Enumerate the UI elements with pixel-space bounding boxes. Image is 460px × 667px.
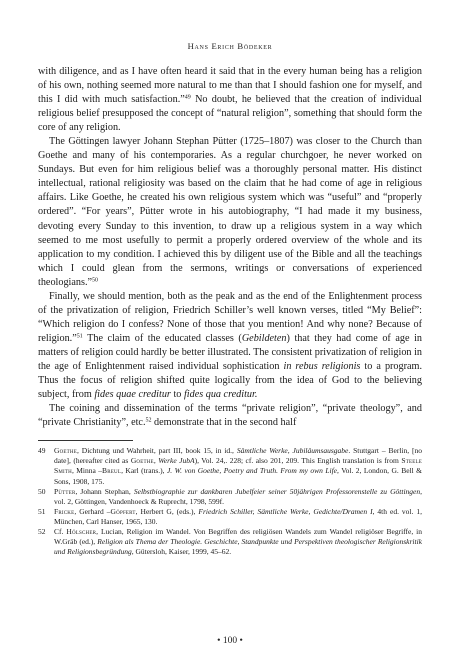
footnote-segment: Cf.: [54, 526, 67, 536]
footnote: [38, 507, 422, 527]
paragraph-1: with diligence, and as I have often heard it said that in the every human being has a religion of his own, nothing seemed more natural to me than that I should fashion one for myself, and this I did with much satisfaction.”$^{49}$ No doubt, he believed that the creation of individual religious belief presupposed the concept of “natural religion”, something that should form the core of any religion.: [38, 66, 423, 134]
footnote-segment: , Herbert G, (eds.),: [135, 506, 199, 516]
footnote-segment: , Karl (trans.),: [121, 466, 167, 476]
footnote-segment: Goethe: [130, 456, 154, 466]
footnote-segment: Göpfert: [110, 506, 136, 516]
footnote-segment: Werke JubA: [158, 456, 195, 466]
paragraph-3: Finally, we should mention, both as the peak and as the end of the Enlightenment process of the privatization of religion, Friedrich Schiller’s well known verses, titled “My Belief”: “Which religion do I confess? None of those that you mention! And why none? Because of religion.”$^{51}$ The claim of the educated classes (Gebildeten) that they had come of age in matters of religion could hardly be better illustrated. The consistent privatization of religion in the age of Enlightenment raised individual sophistication in rebus religionis to a program. Thus the focus of religion shifted quite logically from the idea of God to the believing subject, from fides quae creditur to fides qua creditur.: [38, 290, 423, 401]
footnote-segment: , Dichtung und Wahrheit, part III, book 15, in id.,: [77, 446, 237, 456]
footnote-segment: , Gerhard –: [74, 506, 111, 516]
footnote-segment: Hölscher: [66, 526, 97, 536]
footnote-segment: , Lucian, Religion im Wandel. Von Begriffen des religiösen Wandels zum Wandel religiöser Begriffe, in W.Gräb (ed.),: [54, 526, 423, 547]
footnote-segment: , Johann Stephan,: [75, 486, 134, 496]
footnote-segment: ), Vol. 24,. 228; cf. also 201, 209. This English translation is from: [194, 456, 402, 466]
footnote-segment: . Stuttgart – Berlin, [no date], (hereafter cited as: [54, 446, 422, 466]
footnote-segment: Steele Smith: [54, 456, 423, 476]
footnote-segment: Selbstbiographie zur dankbaren Jubelfeier seiner 50jährigen Professorenstelle zu Göttingen: [133, 486, 421, 496]
footnotes: [38, 446, 422, 557]
footnote-segment: Goethe: [54, 446, 78, 456]
footnote-text: [54, 446, 422, 486]
footnote-segment: Sämtliche Werke, Jubiläumsausgabe: [236, 446, 349, 456]
footnote: [38, 446, 422, 486]
footnote: [38, 527, 422, 557]
footnote-divider: [38, 440, 133, 441]
footnote-text: [54, 527, 422, 557]
footnote: [38, 487, 422, 507]
footnote-number: 50: [38, 486, 46, 496]
footnote-segment: , 4th ed. vol. 1, München, Carl Hanser, 1965, 130.: [54, 506, 422, 526]
paragraph-4: The coining and dissemination of the terms “private religion”, “private theology”, and “private Christianity”, etc.$^{52}$ demonstrate that in the second half: [38, 403, 422, 429]
running-head: Hans Erich Bödeker: [187, 41, 273, 51]
footnote-segment: Religion als Thema der Theologie. Geschichte, Standpunkte und Perspektiven theologischer Religionskritik und Religionsbegründung: [54, 537, 422, 557]
footnote-number: 49: [38, 446, 46, 456]
footnote-ref-51[interactable]: 51: [76, 333, 83, 340]
footnote-ref-49[interactable]: 49: [184, 94, 191, 101]
paragraph-2: The Göttingen lawyer Johann Stephan Pütter (1725–1807) was closer to the Church than Goethe and many of his contemporaries. As a regular churchgoer, he never worked on Sundays. But even for him religious belief was a thoroughly personal matter. His distinct intellectual, rational religiosity was based on the claim that he had come of age in religious affairs. Like Goethe, he created his own religious system which was “useful” and “properly ordered”. “For years”, Pütter wrote in his autobiography, “I had made it my business, devoting every Sunday to this invention, to draw up a religious system in a way which seemed to me most usefully to permit a properly ordered overview of the whole and its application to my condition. I achieved this by diligent use of the Bible and all the teachings which I could glean from the sermons, writings or conversations of experienced theologians.”$^{50}$: [38, 136, 422, 288]
footnote-segment: Fricke: [54, 506, 75, 516]
footnote-segment: Pütter: [54, 486, 76, 496]
footnote-segment: Breul: [102, 466, 122, 476]
footnote-text: [54, 487, 422, 507]
footnote-segment: , Minna –: [71, 466, 103, 476]
footnote-number: 52: [38, 526, 46, 536]
footnote-text: [54, 507, 422, 527]
footnote-ref-52[interactable]: 52: [145, 417, 152, 424]
footnote-segment: ,: [153, 456, 159, 466]
footnote-segment: Friedrich Schiller, Sämtliche Werke, Gedichte/Dramen I: [198, 506, 373, 516]
footnote-number: 51: [38, 506, 46, 516]
main-text: [38, 65, 422, 430]
page-number: • 100 •: [217, 636, 243, 646]
footnote-segment: , vol. 2, Göttingen, Vandenhoeck & Ruprecht, 1798, 599f.: [54, 486, 422, 506]
footnote-segment: , Vol. 2, London, G. Bell & Sons, 1908, 175.: [54, 466, 422, 486]
footnote-segment: J. W. von Goethe, Poetry and Truth. From my own Life: [166, 466, 338, 476]
footnote-ref-50[interactable]: 50: [92, 277, 99, 284]
footnote-segment: , Gütersloh, Kaiser, 1999, 45–62.: [131, 547, 232, 557]
